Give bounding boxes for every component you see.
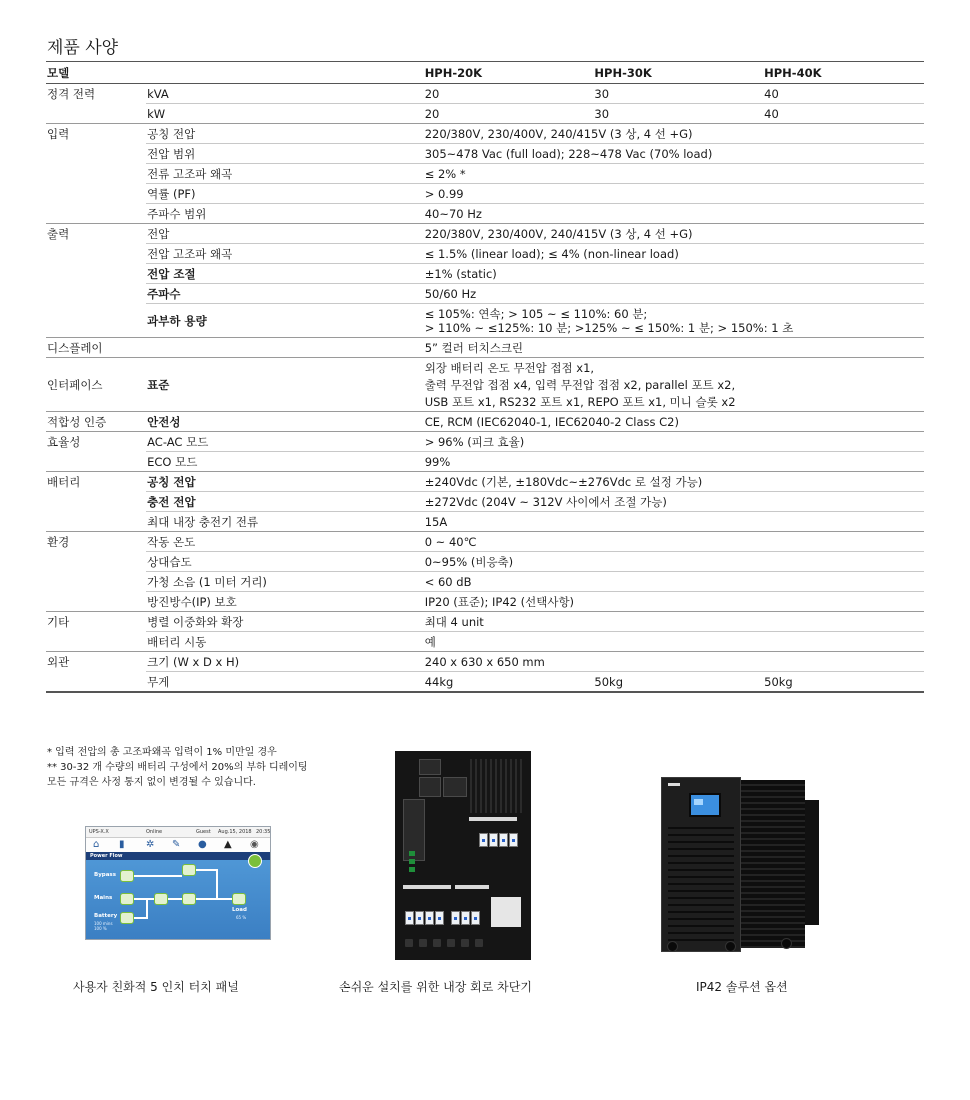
cell-value [424, 304, 924, 338]
header-model-40k: HPH-40K [763, 62, 924, 84]
row-label: ECO 모드 [146, 452, 424, 472]
flow-line [216, 869, 218, 899]
inverter-box [182, 893, 196, 905]
cable-terminal [405, 939, 413, 947]
cell-value: 99% [424, 452, 924, 472]
panel-user: Guest [196, 829, 211, 835]
caster-wheel [781, 938, 792, 949]
cabinet-side [741, 780, 805, 948]
terminal [409, 851, 415, 856]
mains-box [120, 893, 134, 905]
breaker [479, 833, 488, 847]
header-model-20k: HPH-20K [424, 62, 594, 84]
cabinet-side-fin [805, 800, 819, 925]
cell-value: 20 [424, 84, 594, 104]
overload-line-1: ≤ 105%: 연속; > 105 ~ ≤ 110%: 60 분; [424, 307, 648, 321]
breaker [509, 833, 518, 847]
battery-label: Battery [94, 913, 118, 919]
table-row [46, 204, 924, 224]
bypass-box [120, 870, 134, 882]
breaker [471, 911, 480, 925]
flow-line [134, 917, 148, 919]
row-label: 최대 내장 충전기 전류 [146, 512, 424, 532]
table-row [46, 592, 924, 612]
flow-line [134, 875, 182, 877]
table-row [46, 164, 924, 184]
breaker [499, 833, 508, 847]
cell-value: < 60 dB [424, 572, 924, 592]
row-label: 공칭 전압 [146, 124, 424, 144]
load-box [232, 893, 246, 905]
cell-value: ±240Vdc (기본, ±180Vdc~±276Vdc 로 설정 가능) [424, 472, 924, 492]
table-row [46, 612, 924, 632]
group-interface: 인터페이스 [46, 358, 146, 412]
row-label: 충전 전압 [146, 492, 424, 512]
battery-percent: 100 % [94, 926, 107, 931]
row-label: 전류 고조파 왜곡 [146, 164, 424, 184]
table-row [46, 572, 924, 592]
cell-value: 44kg [424, 672, 594, 693]
row-label: 주파수 [146, 284, 424, 304]
cell-value: 0~95% (비응축) [424, 552, 924, 572]
row-label: 방진방수(IP) 보호 [146, 592, 424, 612]
footnotes [47, 745, 308, 790]
spec-table [46, 61, 924, 693]
wrench-icon: ✎ [172, 839, 181, 850]
cell-value: CE, RCM (IEC62040-1, IEC62040-2 Class C2) [424, 412, 924, 432]
table-header-row [46, 62, 924, 84]
label-sticker [403, 885, 451, 889]
cell-value [424, 358, 924, 412]
cell-value: 220/380V, 230/400V, 240/415V (3 상, 4 선 +G) [424, 224, 924, 244]
power-on-icon [248, 854, 262, 868]
table-row [46, 264, 924, 284]
brand-logo [668, 783, 680, 786]
user-icon: ● [198, 839, 207, 850]
table-row [46, 104, 924, 124]
panel-status: Online [146, 829, 163, 835]
group-rating: 정격 전력 [46, 84, 146, 124]
breaker [461, 911, 470, 925]
caption-ip42: IP42 솔루션 옵션 [696, 980, 788, 994]
table-row [46, 338, 924, 358]
table-row [46, 532, 924, 552]
static-switch-box [182, 864, 196, 876]
group-input: 입력 [46, 124, 146, 224]
interface-line-2: 출력 무전압 접점 x4, 입력 무전압 접점 x2, parallel 포트 x2, [424, 378, 736, 392]
terminal [409, 859, 415, 864]
cell-value: 305~478 Vac (full load); 228~478 Vac (70% load) [424, 144, 924, 164]
group-display: 디스플레이 [46, 338, 146, 358]
home-icon: ⌂ [93, 839, 100, 850]
flow-line [168, 898, 182, 900]
header-model-30k: HPH-30K [593, 62, 763, 84]
table-row [46, 632, 924, 652]
cable-terminal [461, 939, 469, 947]
rectifier-box [154, 893, 168, 905]
table-row [46, 124, 924, 144]
header-model: 모델 [46, 62, 146, 84]
gear-icon: ✲ [146, 839, 155, 850]
table-row [46, 652, 924, 672]
table-row [46, 552, 924, 572]
row-label: 전압 조절 [146, 264, 424, 284]
caster-wheel [667, 941, 678, 952]
flow-line [146, 899, 148, 919]
interface-line-3: USB 포트 x1, RS232 포트 x1, REPO 포트 x1, 미니 슬롯 x2 [424, 395, 736, 409]
battery-box [120, 912, 134, 924]
flow-line [196, 869, 216, 871]
cable-terminal [475, 939, 483, 947]
row-label: 안전성 [146, 412, 424, 432]
warning-label [491, 897, 521, 927]
interface-line-1: 외장 배터리 온도 무전압 접점 x1, [424, 361, 595, 375]
row-label: 공칭 전압 [146, 472, 424, 492]
group-compliance: 적합성 인증 [46, 412, 146, 432]
cell-value: 50/60 Hz [424, 284, 924, 304]
row-label: 주파수 범위 [146, 204, 424, 224]
group-output: 출력 [46, 224, 146, 338]
power-icon: ◉ [250, 839, 259, 850]
cell-value: 30 [593, 104, 763, 124]
cable-terminal [447, 939, 455, 947]
row-label: 가청 소음 (1 미터 거리) [146, 572, 424, 592]
row-label: kVA [146, 84, 424, 104]
group-efficiency: 효율성 [46, 432, 146, 472]
cell-value: 예 [424, 632, 924, 652]
table-row [46, 84, 924, 104]
breaker [405, 911, 414, 925]
table-row [46, 452, 924, 472]
cell-value: IP20 (표준); IP42 (선택사항) [424, 592, 924, 612]
breaker [425, 911, 434, 925]
cell-value: > 96% (피크 효율) [424, 432, 924, 452]
overload-line-2: > 110% ~ ≤125%: 10 분; >125% ~ ≤ 150%: 1 분; > 150%: 1 초 [424, 321, 794, 335]
row-label: kW [146, 104, 424, 124]
cable-terminal [419, 939, 427, 947]
cell-value: 최대 4 unit [424, 612, 924, 632]
cell-value: ≤ 2% * [424, 164, 924, 184]
panel-model: UPS-X.X [89, 829, 109, 835]
row-label: 표준 [146, 358, 424, 412]
cell-value: 30 [593, 84, 763, 104]
row-label: 전압 [146, 224, 424, 244]
cell-value: 20 [424, 104, 594, 124]
row-label: 전압 고조파 왜곡 [146, 244, 424, 264]
battery-runtime: 100 mins [94, 921, 113, 926]
cell-value: > 0.99 [424, 184, 924, 204]
row-label: 작동 온도 [146, 532, 424, 552]
panel-time: 20:35 [256, 829, 271, 835]
table-row [46, 432, 924, 452]
cell-value: 5” 컬러 터치스크린 [424, 338, 924, 358]
panel-top-bar [86, 827, 270, 838]
cell-value: 50kg [593, 672, 763, 693]
touch-panel-image [85, 826, 271, 940]
page-title: 제품 사양 [47, 38, 119, 58]
row-label: 병렬 이중화와 확장 [146, 612, 424, 632]
breaker [415, 911, 424, 925]
cell-value: ±272Vdc (204V ~ 312V 사이에서 조절 가능) [424, 492, 924, 512]
circuit-breaker-image [395, 751, 531, 960]
table-row [46, 412, 924, 432]
load-label: Load [232, 907, 247, 913]
terminal [409, 867, 415, 872]
row-label: AC-AC 모드 [146, 432, 424, 452]
table-row [46, 512, 924, 532]
cabinet-front [661, 777, 741, 952]
cell-value: ≤ 1.5% (linear load); ≤ 4% (non-linear load) [424, 244, 924, 264]
cabinet-display [689, 793, 721, 817]
row-label: 과부하 용량 [146, 304, 424, 338]
caption-touch-panel: 사용자 친화적 5 인치 터치 패널 [73, 980, 239, 994]
flow-line [196, 898, 232, 900]
cell-value: 50kg [763, 672, 924, 693]
cell-value: 15A [424, 512, 924, 532]
table-row [46, 672, 924, 693]
table-row [46, 284, 924, 304]
breaker [489, 833, 498, 847]
label-sticker [455, 885, 489, 889]
power-flow-diagram [86, 860, 270, 939]
flow-line [134, 898, 154, 900]
cell-value: 40 [763, 84, 924, 104]
row-label: 무게 [146, 672, 424, 693]
footnote: * 입력 전압의 총 고조파왜곡 입력이 1% 미만일 경우 [47, 747, 277, 758]
group-environment: 환경 [46, 532, 146, 612]
vent-grille [467, 759, 525, 813]
panel-date: Aug.15, 2018 [218, 829, 252, 835]
panel-title-bar: Power Flow [86, 852, 270, 860]
group-battery: 배터리 [46, 472, 146, 532]
group-physical: 외관 [46, 652, 146, 693]
group-others: 기타 [46, 612, 146, 652]
comm-port [419, 759, 441, 775]
footnote: 모든 규격은 사정 통지 없이 변경될 수 있습니다. [47, 777, 256, 788]
row-label: 상대습도 [146, 552, 424, 572]
row-label: 배터리 시동 [146, 632, 424, 652]
cell-value: 40 [763, 104, 924, 124]
label-sticker [469, 817, 517, 821]
table-row [46, 358, 924, 412]
table-row [46, 224, 924, 244]
cell-value: 0 ~ 40℃ [424, 532, 924, 552]
bar-chart-icon: ▮ [119, 839, 125, 850]
cell-value: 40~70 Hz [424, 204, 924, 224]
comm-port [419, 777, 441, 797]
mains-label: Mains [94, 895, 113, 901]
cell-value: ±1% (static) [424, 264, 924, 284]
ups-cabinet-image [661, 775, 781, 952]
row-label: 전압 범위 [146, 144, 424, 164]
caster-wheel [725, 941, 736, 952]
cell-value: 220/380V, 230/400V, 240/415V (3 상, 4 선 +G) [424, 124, 924, 144]
table-row [46, 304, 924, 338]
breaker [435, 911, 444, 925]
table-row [46, 244, 924, 264]
warning-icon: ▲ [224, 839, 232, 850]
table-row [46, 472, 924, 492]
front-vents [668, 822, 734, 944]
cable-terminal [433, 939, 441, 947]
breaker [451, 911, 460, 925]
row-label: 역률 (PF) [146, 184, 424, 204]
caption-circuit-breaker: 손쉬운 설치를 위한 내장 회로 차단기 [339, 980, 532, 994]
table-row [46, 492, 924, 512]
footnote: ** 30-32 개 수량의 배터리 구성에서 20%의 부하 디레이팅 [47, 762, 308, 773]
table-row [46, 144, 924, 164]
bypass-label: Bypass [94, 872, 116, 878]
table-row [46, 184, 924, 204]
load-percent: 65 % [236, 915, 247, 920]
panel-icon-bar [86, 838, 270, 852]
cell-value: 240 x 630 x 650 mm [424, 652, 924, 672]
row-label: 크기 (W x D x H) [146, 652, 424, 672]
comm-port [443, 777, 467, 797]
